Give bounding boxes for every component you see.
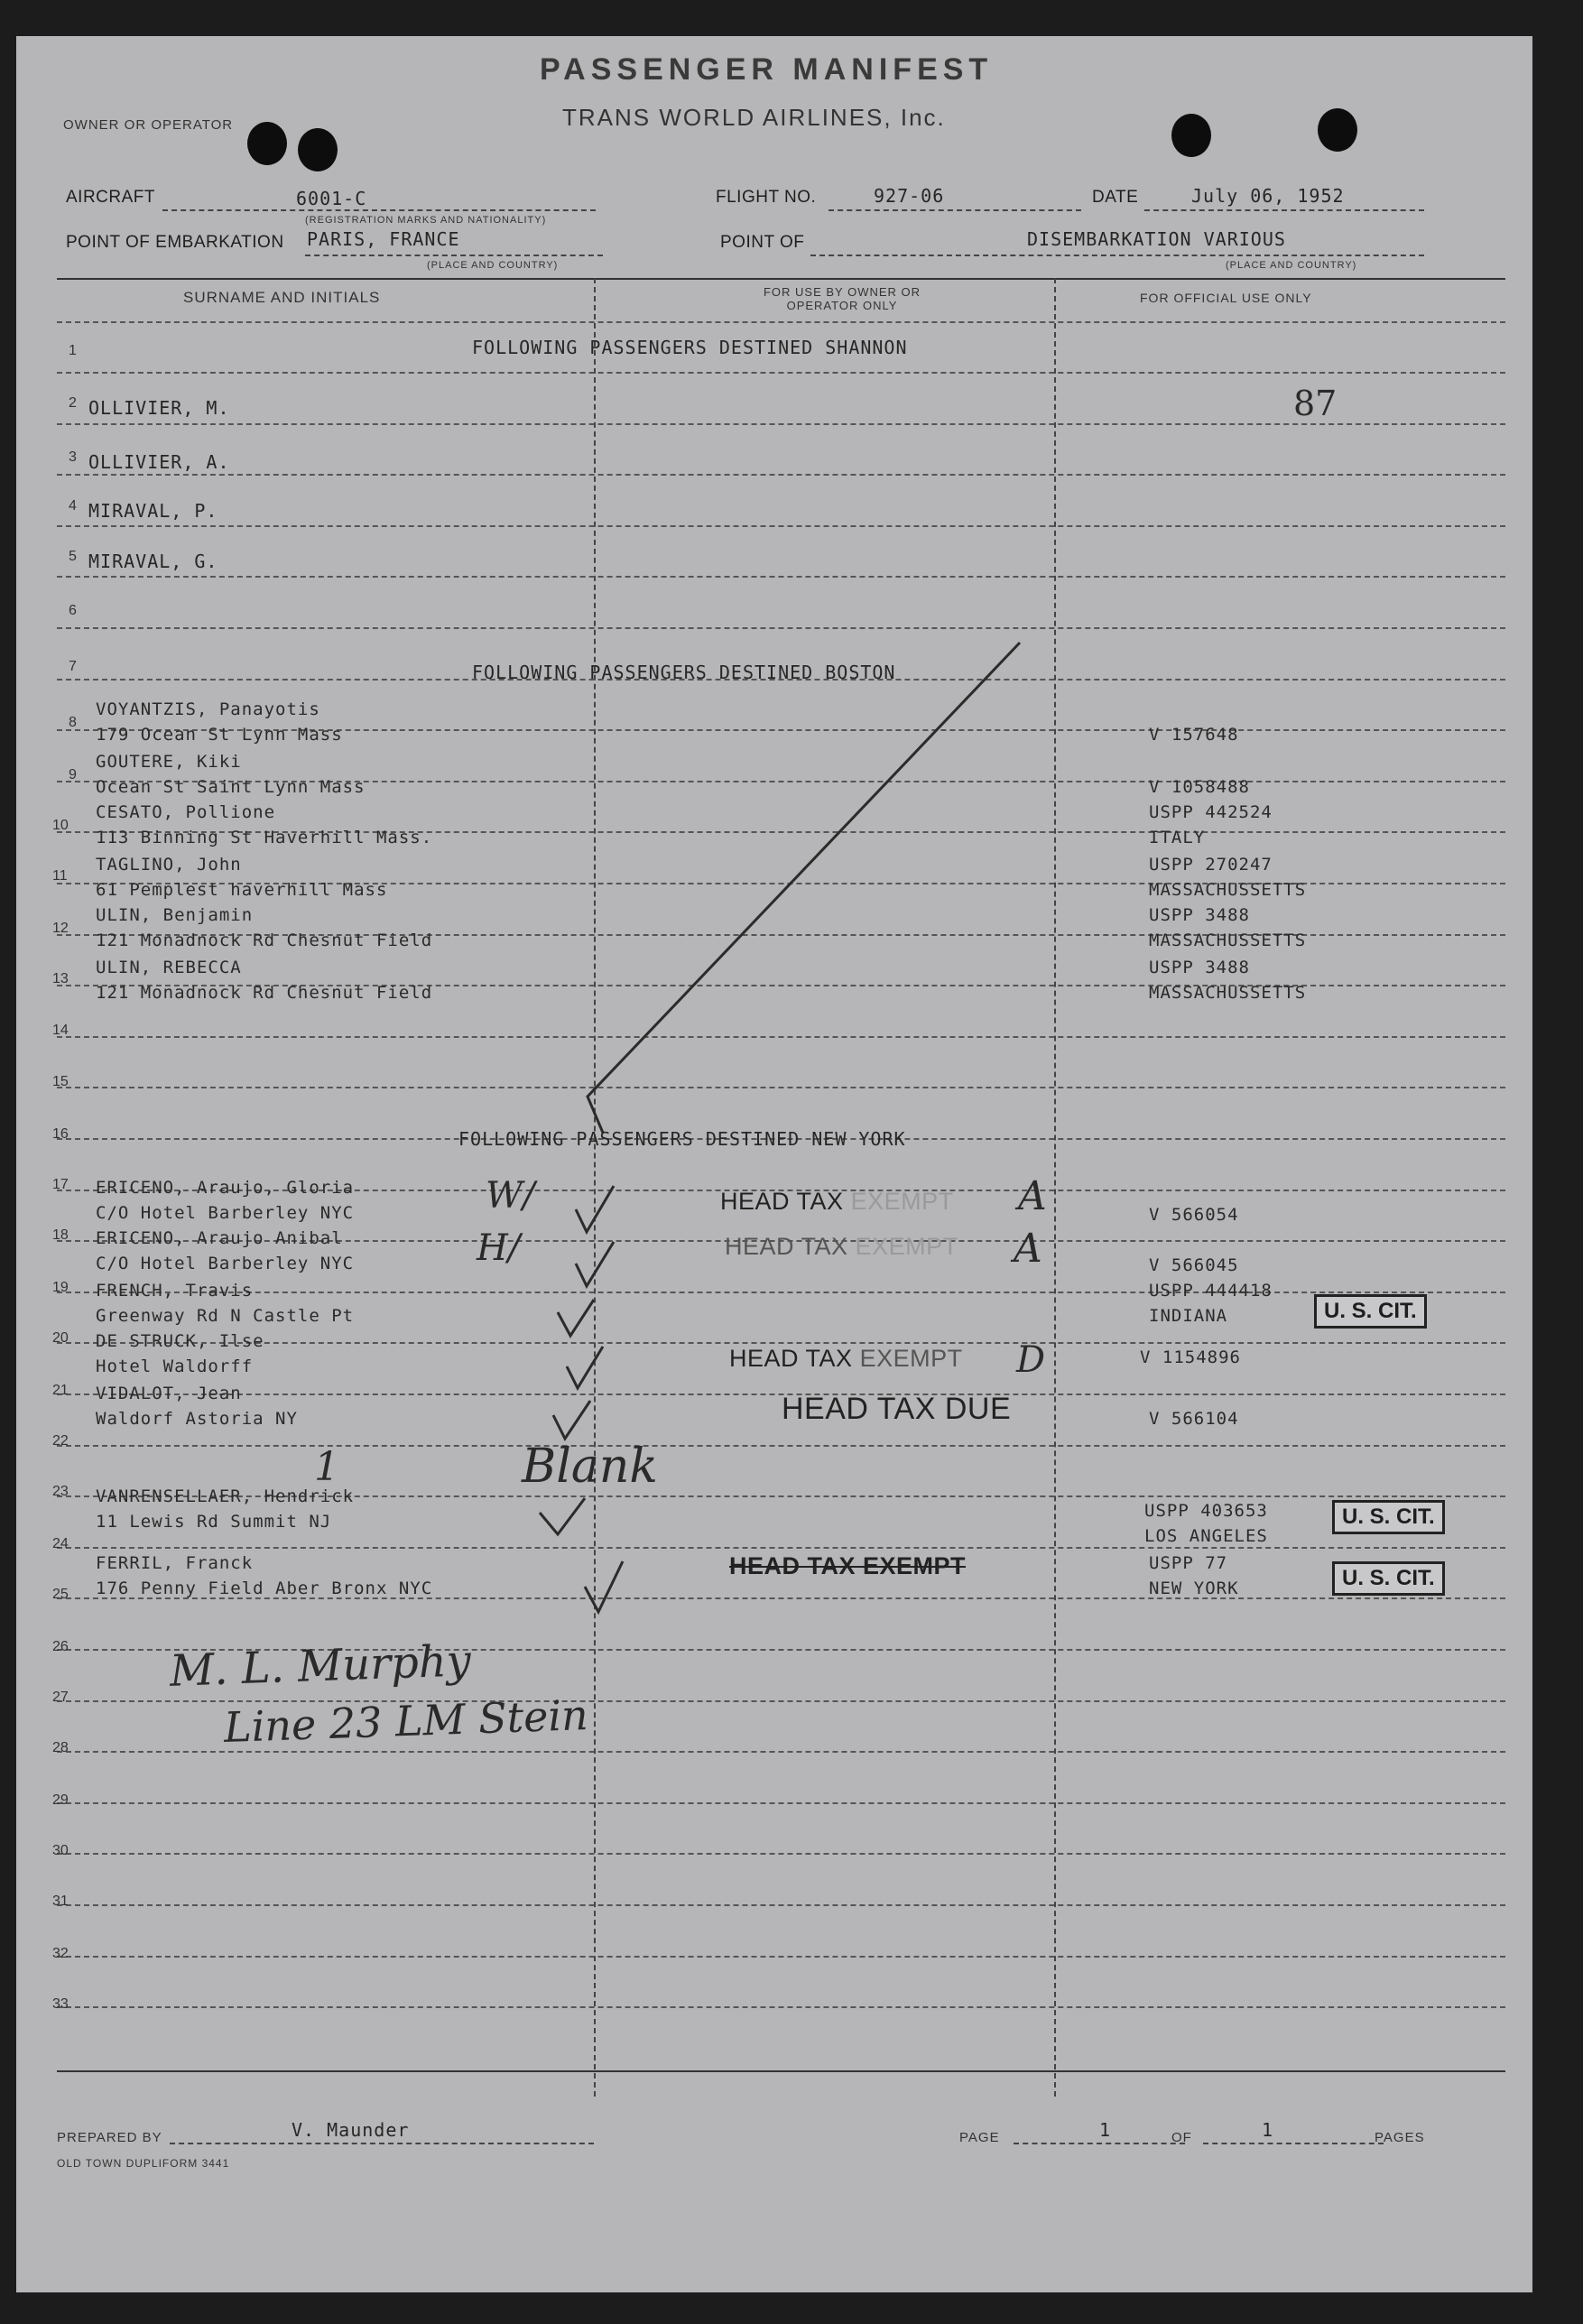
row-number: 13 (52, 971, 69, 986)
official-entry: V 1154896 (1140, 1347, 1241, 1367)
official-entry: V 157648 (1149, 725, 1239, 745)
row-number: 33 (52, 1996, 69, 2012)
owner-label: OWNER OR OPERATOR (63, 117, 234, 133)
passenger-name: ULIN, Benjamin (96, 905, 254, 925)
passenger-name: ERICENO, Araujo Anibal (96, 1228, 343, 1248)
row-number: 29 (52, 1792, 69, 1808)
aircraft-caption: (REGISTRATION MARKS AND NATIONALITY) (305, 215, 547, 226)
row-number: 3 (69, 449, 77, 465)
passenger-name: TAGLINO, John (96, 855, 242, 875)
table-bottom-border (57, 2070, 1505, 2072)
prepared-by-label: PREPARED BY (57, 2130, 162, 2145)
embarkation-value: PARIS, FRANCE (307, 228, 460, 250)
passenger-address: 11 Lewis Rd Summit NJ (96, 1512, 332, 1532)
row-number: 7 (69, 659, 77, 674)
row-number: 18 (52, 1227, 69, 1243)
passenger-address: 176 Penny Field Aber Bronx NYC (96, 1579, 433, 1598)
passenger-name: FRENCH, Travis (96, 1281, 254, 1301)
row-number: 14 (52, 1023, 69, 1038)
head-tax-exempt-stamp: HEAD TAX EXEMPT (725, 1233, 958, 1260)
official-entry: USPP 403653 LOS ANGELES (1144, 1501, 1268, 1546)
passenger-name: CESATO, Pollione (96, 802, 276, 822)
official-entry: USPP 444418 INDIANA (1149, 1281, 1273, 1326)
official-entry: V 566104 (1149, 1409, 1239, 1429)
passenger-address: C/O Hotel Barberley NYC (96, 1203, 355, 1223)
handwritten-letter: A (1018, 1173, 1047, 1219)
col-header-owner-use: FOR USE BY OWNER OR OPERATOR ONLY (763, 285, 921, 312)
row-number: 2 (69, 395, 77, 411)
of-value: 1 (1262, 2119, 1274, 2141)
row-number: 24 (52, 1536, 69, 1551)
row-number: 23 (52, 1484, 69, 1499)
handwritten-number: 1 (314, 1444, 339, 1490)
row-number: 5 (69, 549, 77, 564)
row-number: 25 (52, 1587, 69, 1602)
passenger-name: VANRENSELLAER, Hendrick (96, 1486, 355, 1506)
row-number: 22 (52, 1433, 69, 1449)
passenger-address: 121 Monadnock Rd Chesnut Field (96, 983, 433, 1003)
handwritten-blank: Blank (522, 1440, 658, 1494)
flight-value: 927-06 (874, 185, 945, 207)
row-number: 20 (52, 1330, 69, 1346)
head-tax-exempt-stamp: HEAD TAX EXEMPT (729, 1345, 963, 1372)
handwritten-mark: W/ (486, 1175, 535, 1217)
prepared-by-underline (170, 2143, 594, 2144)
handwritten-mark: H/ (477, 1227, 521, 1269)
passenger-name: MIRAVAL, G. (88, 551, 218, 572)
official-entry: V 566045 (1149, 1255, 1239, 1275)
form-title: PASSENGER MANIFEST (540, 52, 994, 87)
of-underline (1203, 2143, 1384, 2144)
section-heading-new-york: FOLLOWING PASSENGERS DESTINED NEW YORK (458, 1128, 906, 1150)
official-entry: USPP 77 NEW YORK (1149, 1553, 1239, 1598)
handwritten-letter: D (1016, 1339, 1046, 1381)
official-entry: V 566054 (1149, 1205, 1239, 1225)
passenger-name: GOUTERE, Kiki (96, 752, 242, 772)
page-value: 1 (1099, 2119, 1112, 2141)
us-citizen-stamp: U. S. CIT. (1332, 1500, 1445, 1534)
handwritten-note: Line 23 LM Stein (223, 1690, 589, 1753)
embarkation-caption: (PLACE AND COUNTRY) (427, 260, 559, 271)
row-number: 16 (52, 1126, 69, 1142)
disembarkation-value: DISEMBARKATION VARIOUS (1027, 228, 1286, 250)
row-number: 21 (52, 1383, 69, 1398)
handwriting-strokes (16, 36, 1532, 2292)
date-value: July 06, 1952 (1191, 185, 1345, 207)
row-number: 15 (52, 1074, 69, 1089)
col-header-names: SURNAME AND INITIALS (183, 289, 381, 306)
us-citizen-stamp: U. S. CIT. (1314, 1294, 1427, 1329)
passenger-name: OLLIVIER, M. (88, 397, 230, 419)
section-heading-boston: FOLLOWING PASSENGERS DESTINED BOSTON (472, 662, 896, 683)
passenger-name: DE STRUCK, Ilse (96, 1331, 264, 1351)
row-number: 1 (69, 343, 77, 358)
section-heading-shannon: FOLLOWING PASSENGERS DESTINED SHANNON (472, 337, 908, 358)
passenger-name: OLLIVIER, A. (88, 451, 230, 473)
row-number: 27 (52, 1690, 69, 1705)
row-number: 4 (69, 498, 77, 514)
passenger-name: ULIN, REBECCA (96, 958, 242, 977)
passenger-name: MIRAVAL, P. (88, 500, 218, 522)
official-entry: USPP 3488 MASSACHUSSETTS (1149, 905, 1307, 950)
manifest-sheet (16, 36, 1532, 2292)
form-number: OLD TOWN DUPLIFORM 3441 (57, 2157, 230, 2170)
row-number: 26 (52, 1639, 69, 1654)
row-number: 19 (52, 1280, 69, 1295)
handwritten-letter: A (1014, 1226, 1042, 1272)
head-tax-exempt-stamp: HEAD TAX EXEMPT (720, 1188, 954, 1215)
flight-label: FLIGHT NO. (716, 188, 817, 207)
passenger-name: FERRIL, Franck (96, 1553, 254, 1573)
passenger-address: Greenway Rd N Castle Pt (96, 1306, 355, 1326)
head-tax-due-stamp: HEAD TAX DUE (782, 1392, 1012, 1426)
date-label: DATE (1092, 188, 1139, 207)
row-number: 12 (52, 921, 69, 936)
passenger-address: 179 Ocean St Lynn Mass (96, 725, 343, 745)
page-label: PAGE (959, 2130, 1000, 2145)
row-number: 30 (52, 1843, 69, 1858)
passenger-address: Hotel Waldorff (96, 1356, 254, 1376)
passenger-address: 121 Monadnock Rd Chesnut Field (96, 931, 433, 950)
row-number: 11 (52, 868, 68, 884)
row-number: 28 (52, 1740, 69, 1755)
of-label: OF (1171, 2130, 1192, 2145)
pages-label: PAGES (1375, 2130, 1425, 2145)
passenger-address: C/O Hotel Barberley NYC (96, 1254, 355, 1273)
row-number: 31 (52, 1893, 69, 1909)
passenger-address: 113 Binning St Haverhill Mass. (96, 828, 433, 847)
us-citizen-stamp: U. S. CIT. (1332, 1561, 1445, 1596)
row-number: 17 (52, 1177, 69, 1192)
row-number: 6 (69, 603, 77, 618)
handwritten-signature: M. L. Murphy (169, 1635, 472, 1697)
official-entry: V 1058488 (1149, 777, 1250, 797)
row-number: 32 (52, 1946, 69, 1961)
passenger-address: Waldorf Astoria NY (96, 1409, 298, 1429)
passenger-address: Ocean St Saint Lynn Mass (96, 777, 366, 797)
passenger-count-mark: 87 (1293, 384, 1338, 423)
head-tax-exempt-stamp-struck: HEAD TAX EXEMPT (729, 1552, 967, 1579)
col-header-official-use: FOR OFFICIAL USE ONLY (1140, 291, 1312, 305)
passenger-name: VIDALOT, Jean (96, 1384, 242, 1403)
disembarkation-caption: (PLACE AND COUNTRY) (1226, 260, 1357, 271)
passenger-address: 61 Pemplest haverhill Mass (96, 880, 388, 900)
official-entry: USPP 270247 MASSACHUSSETTS (1149, 855, 1307, 900)
official-entry: USPP 3488 MASSACHUSSETTS (1149, 958, 1307, 1003)
passenger-name: ERICENO, Araujo, Gloria (96, 1178, 355, 1198)
disembarkation-label: POINT OF (720, 233, 805, 252)
page-underline (1014, 2143, 1185, 2144)
aircraft-label: AIRCRAFT (66, 188, 155, 207)
row-number: 10 (52, 818, 69, 833)
aircraft-value: 6001-C (296, 188, 367, 209)
row-number: 9 (69, 767, 77, 782)
official-entry: USPP 442524 ITALY (1149, 802, 1273, 847)
embarkation-label: POINT OF EMBARKATION (66, 233, 284, 252)
airline-name: TRANS WORLD AIRLINES, Inc. (562, 104, 946, 131)
prepared-by-value: V. Maunder (292, 2119, 410, 2141)
passenger-name: VOYANTZIS, Panayotis (96, 699, 320, 719)
row-number: 8 (69, 715, 77, 730)
